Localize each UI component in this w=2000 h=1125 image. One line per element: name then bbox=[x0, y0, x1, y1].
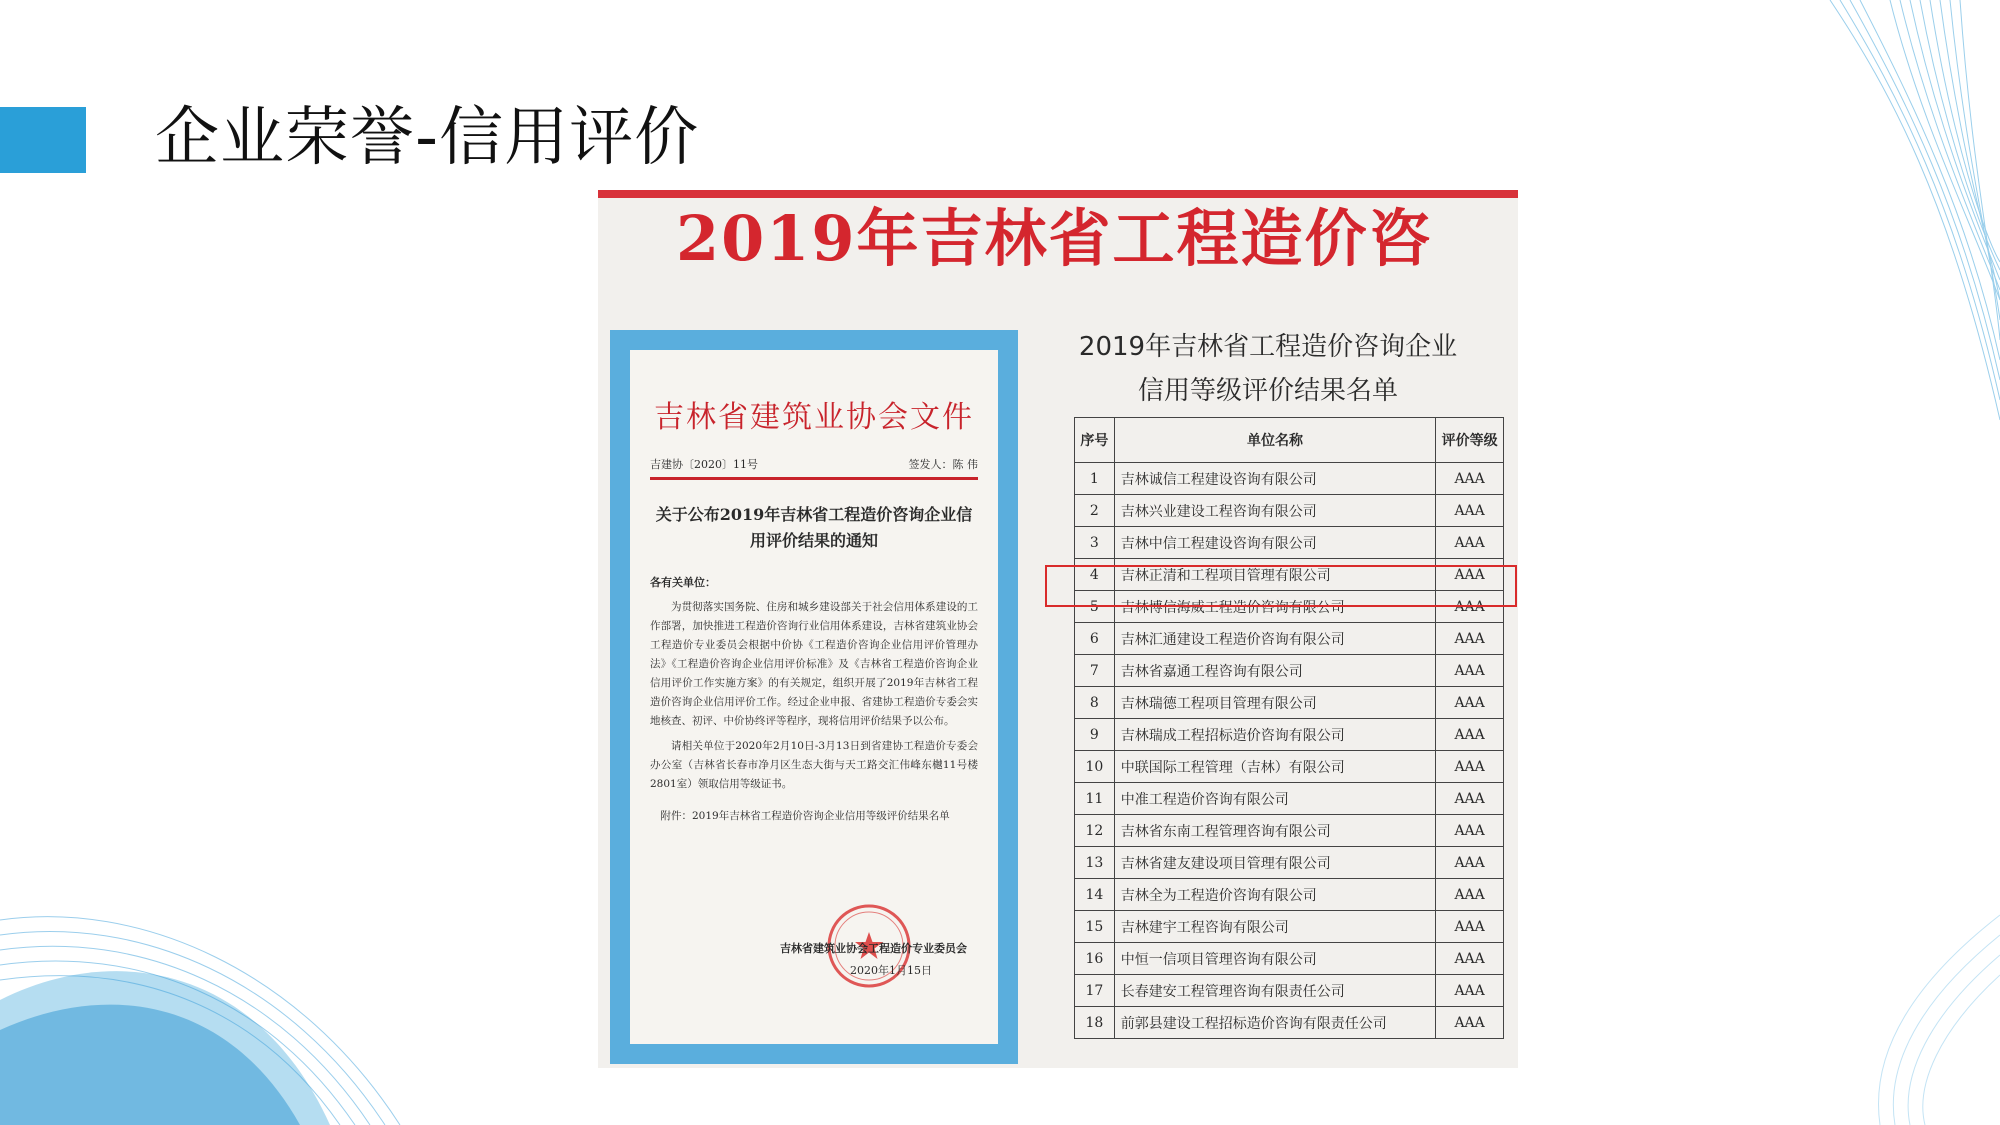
table-row bbox=[1075, 879, 1504, 911]
document-top-rule bbox=[598, 190, 1518, 198]
decorative-swirl-top-right bbox=[1740, 0, 2000, 480]
row-number: 13 bbox=[1075, 847, 1115, 879]
highlight-box-row-4 bbox=[1045, 565, 1517, 607]
notice-subject: 关于公布2019年吉林省工程造价咨询企业信用评价结果的通知 bbox=[655, 505, 973, 550]
title-accent-bar bbox=[0, 107, 86, 173]
notice-body-paragraph: 请相关单位于2020年2月10日-3月13日到省建协工程造价专委会办公室（吉林省长春市净月区生态大街与天工路交汇伟峰东樾11号楼2801室）领取信用等级证书。 bbox=[650, 740, 978, 790]
table-row bbox=[1075, 655, 1504, 687]
row-grade: AAA bbox=[1436, 943, 1504, 975]
credit-results-table bbox=[1074, 417, 1504, 1039]
table-header-row bbox=[1075, 418, 1504, 463]
notice-page bbox=[630, 350, 998, 1044]
notice-panel bbox=[610, 330, 1018, 1064]
decorative-swirl-bottom-left bbox=[0, 880, 440, 1125]
credit-certificate-document bbox=[598, 190, 1518, 1068]
row-number: 5 bbox=[1075, 591, 1115, 623]
notice-title: 吉林省建筑业协会文件 bbox=[654, 400, 974, 435]
row-number: 8 bbox=[1075, 687, 1115, 719]
decorative-swirl-bottom-right bbox=[1760, 895, 2000, 1125]
table-row bbox=[1075, 975, 1504, 1007]
row-grade: AAA bbox=[1436, 751, 1504, 783]
row-company-name: 吉林兴业建设工程咨询有限公司 bbox=[1114, 495, 1435, 527]
row-grade: AAA bbox=[1436, 815, 1504, 847]
row-grade: AAA bbox=[1436, 655, 1504, 687]
row-company-name: 吉林省建友建设项目管理有限公司 bbox=[1114, 847, 1435, 879]
row-company-name: 吉林正清和工程项目管理有限公司 bbox=[1114, 559, 1435, 591]
row-number: 4 bbox=[1075, 559, 1115, 591]
row-company-name: 吉林省嘉通工程咨询有限公司 bbox=[1114, 655, 1435, 687]
table-body bbox=[1075, 463, 1504, 1039]
notice-issuing-org: 吉林省建筑业协会工程造价专业委员会 bbox=[780, 942, 967, 955]
row-number: 3 bbox=[1075, 527, 1115, 559]
row-company-name: 吉林汇通建设工程造价咨询有限公司 bbox=[1114, 623, 1435, 655]
row-company-name: 前郭县建设工程招标造价咨询有限责任公司 bbox=[1114, 1007, 1435, 1039]
table-row bbox=[1075, 751, 1504, 783]
row-number: 9 bbox=[1075, 719, 1115, 751]
results-title-line1: 2019年吉林省工程造价咨询企业 bbox=[1078, 332, 1458, 362]
row-number: 14 bbox=[1075, 879, 1115, 911]
row-grade: AAA bbox=[1436, 879, 1504, 911]
table-row bbox=[1075, 783, 1504, 815]
results-title bbox=[1028, 325, 1508, 413]
row-grade: AAA bbox=[1436, 719, 1504, 751]
row-number: 1 bbox=[1075, 463, 1115, 495]
row-company-name: 吉林建宇工程咨询有限公司 bbox=[1114, 911, 1435, 943]
document-headline: 2019年吉林省工程造价咨 bbox=[676, 202, 1433, 275]
table-row bbox=[1075, 463, 1504, 495]
row-number: 7 bbox=[1075, 655, 1115, 687]
row-grade: AAA bbox=[1436, 463, 1504, 495]
row-grade: AAA bbox=[1436, 495, 1504, 527]
row-company-name: 吉林全为工程造价咨询有限公司 bbox=[1114, 879, 1435, 911]
table-row bbox=[1075, 911, 1504, 943]
row-number: 15 bbox=[1075, 911, 1115, 943]
row-grade: AAA bbox=[1436, 1007, 1504, 1039]
table-row bbox=[1075, 687, 1504, 719]
row-company-name: 长春建安工程管理咨询有限责任公司 bbox=[1114, 975, 1435, 1007]
table-row bbox=[1075, 719, 1504, 751]
row-grade: AAA bbox=[1436, 527, 1504, 559]
notice-meta bbox=[650, 456, 978, 480]
header-name: 单位名称 bbox=[1114, 418, 1435, 463]
row-company-name: 吉林瑞德工程项目管理有限公司 bbox=[1114, 687, 1435, 719]
table-row bbox=[1075, 495, 1504, 527]
row-grade: AAA bbox=[1436, 559, 1504, 591]
row-grade: AAA bbox=[1436, 687, 1504, 719]
header-no: 序号 bbox=[1075, 418, 1115, 463]
page-title: 企业荣誉-信用评价 bbox=[155, 101, 700, 175]
row-number: 16 bbox=[1075, 943, 1115, 975]
row-company-name: 吉林博信海威工程造价咨询有限公司 bbox=[1114, 591, 1435, 623]
table-row bbox=[1075, 847, 1504, 879]
row-company-name: 吉林省东南工程管理咨询有限公司 bbox=[1114, 815, 1435, 847]
table-row bbox=[1075, 943, 1504, 975]
row-company-name: 吉林瑞成工程招标造价咨询有限公司 bbox=[1114, 719, 1435, 751]
results-title-line2: 信用等级评价结果名单 bbox=[1137, 376, 1398, 406]
table-row bbox=[1075, 1007, 1504, 1039]
notice-date: 2020年1月15日 bbox=[850, 964, 932, 977]
table-row bbox=[1075, 527, 1504, 559]
notice-signer: 签发人：陈 伟 bbox=[908, 458, 978, 471]
row-grade: AAA bbox=[1436, 623, 1504, 655]
notice-greeting: 各有关单位： bbox=[650, 576, 716, 589]
header-grade: 评价等级 bbox=[1436, 418, 1504, 463]
notice-body-paragraph: 为贯彻落实国务院、住房和城乡建设部关于社会信用体系建设的工作部署，加快推进工程造价咨询行业信用体系建设，吉林省建筑业协会工程造价专业委员会根据中价协《工程造价咨询企业信用评价管理办法》《工程造价咨询企业信用评价标准》及《吉林省工程造价咨询企业信用评价工作实施方案》的有关规定，组织开展了2019年吉林省工程造价咨询企业信用评价工作。经过企业申报、省建协工程造价专委会实地核查、初评、中价协终评等程序，现将信用评价结果予以公布。 bbox=[650, 601, 978, 727]
row-number: 10 bbox=[1075, 751, 1115, 783]
row-grade: AAA bbox=[1436, 591, 1504, 623]
row-company-name: 吉林诚信工程建设咨询有限公司 bbox=[1114, 463, 1435, 495]
row-company-name: 中联国际工程管理（吉林）有限公司 bbox=[1114, 751, 1435, 783]
row-grade: AAA bbox=[1436, 911, 1504, 943]
row-company-name: 中准工程造价咨询有限公司 bbox=[1114, 783, 1435, 815]
notice-attachment: 附件：2019年吉林省工程造价咨询企业信用等级评价结果名单 bbox=[660, 810, 950, 822]
notice-doc-number: 吉建协〔2020〕11号 bbox=[650, 458, 758, 471]
row-grade: AAA bbox=[1436, 783, 1504, 815]
table-row bbox=[1075, 815, 1504, 847]
table-row bbox=[1075, 623, 1504, 655]
row-number: 12 bbox=[1075, 815, 1115, 847]
row-number: 18 bbox=[1075, 1007, 1115, 1039]
row-number: 6 bbox=[1075, 623, 1115, 655]
row-company-name: 中恒一信项目管理咨询有限公司 bbox=[1114, 943, 1435, 975]
row-number: 2 bbox=[1075, 495, 1115, 527]
row-number: 11 bbox=[1075, 783, 1115, 815]
row-number: 17 bbox=[1075, 975, 1115, 1007]
row-grade: AAA bbox=[1436, 975, 1504, 1007]
row-grade: AAA bbox=[1436, 847, 1504, 879]
row-company-name: 吉林中信工程建设咨询有限公司 bbox=[1114, 527, 1435, 559]
